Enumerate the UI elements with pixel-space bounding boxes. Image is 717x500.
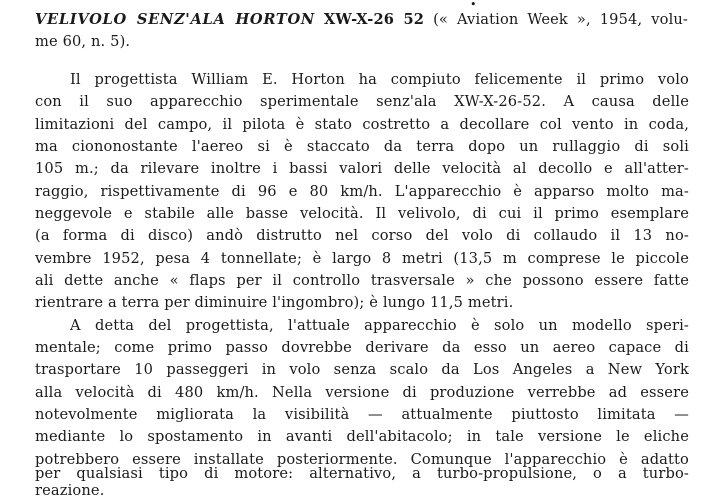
body-line: ali dette anche « flaps per il controllo trasversale » che possono essere fatte (35, 272, 689, 289)
body-line: rientrare a terra per diminuire l'ingombro); è lungo 11,5 metri. (35, 294, 514, 311)
body-line: limitazioni del campo, il pilota è stato costretto a decollare col vento in coda, (35, 116, 689, 133)
body-line: 105 m.; da rilevare inoltre i bassi valori delle velocità al decollo e all'atter- (35, 160, 689, 177)
body-line: (a forma di disco) andò distrutto nel corso del volo di collaudo il 13 no- (35, 227, 689, 244)
body-line: raggio, rispettivamente di 96 e 80 km/h. L'apparecchio è apparso molto ma- (35, 183, 689, 200)
body-line: potrebbero essere installate posteriormente. Comunque l'apparecchio è adatto (35, 451, 689, 468)
body-line: trasportare 10 passeggeri in volo senza scalo da Los Angeles a New York (35, 361, 689, 378)
body-line: notevolmente migliorata la visibilità — attualmente piuttosto limitata — (35, 406, 689, 423)
ink-dot-mark: • (470, 0, 477, 11)
body-line: per qualsiasi tipo di motore: alternativo, a turbo-propulsione, o a turbo- (35, 465, 689, 482)
body-line: vembre 1952, pesa 4 tonnellate; è largo 8 metri (13,5 m comprese le piccole (35, 250, 689, 267)
citation-text: (« Aviation Week », 1954, volu- (433, 11, 689, 28)
body-line: mediante lo spostamento in avanti dell'abitacolo; in tale versione le eliche (35, 428, 689, 445)
body-line: A detta del progettista, l'attuale apparecchio è solo un modello speri- (70, 317, 689, 334)
article-title: VELIVOLO SENZ'ALA HORTON (35, 11, 315, 28)
citation-continuation: me 60, n. 5). (35, 33, 131, 50)
body-line: neggevole e stabile alle basse velocità. Il velivolo, di cui il primo esemplare (35, 205, 689, 222)
body-line: alla velocità di 480 km/h. Nella versione di produzione verrebbe ad essere (35, 384, 689, 401)
heading-line-2 (35, 31, 130, 52)
body-line: ma ciononostante l'aereo si è staccato da terra dopo un rullaggio di soli (35, 138, 689, 155)
body-line: reazione. (35, 482, 105, 499)
aircraft-designation: XW-X-26 52 (323, 11, 425, 28)
body-line: Il progettista William E. Horton ha compiuto felicemente il primo volo (70, 71, 689, 88)
body-line: mentale; come primo passo dovrebbe derivare da esso un aereo capace di (35, 339, 689, 356)
heading-line-1 (35, 9, 688, 30)
body-line: con il suo apparecchio sperimentale senz'ala XW-X-26-52. A causa delle (35, 93, 689, 110)
